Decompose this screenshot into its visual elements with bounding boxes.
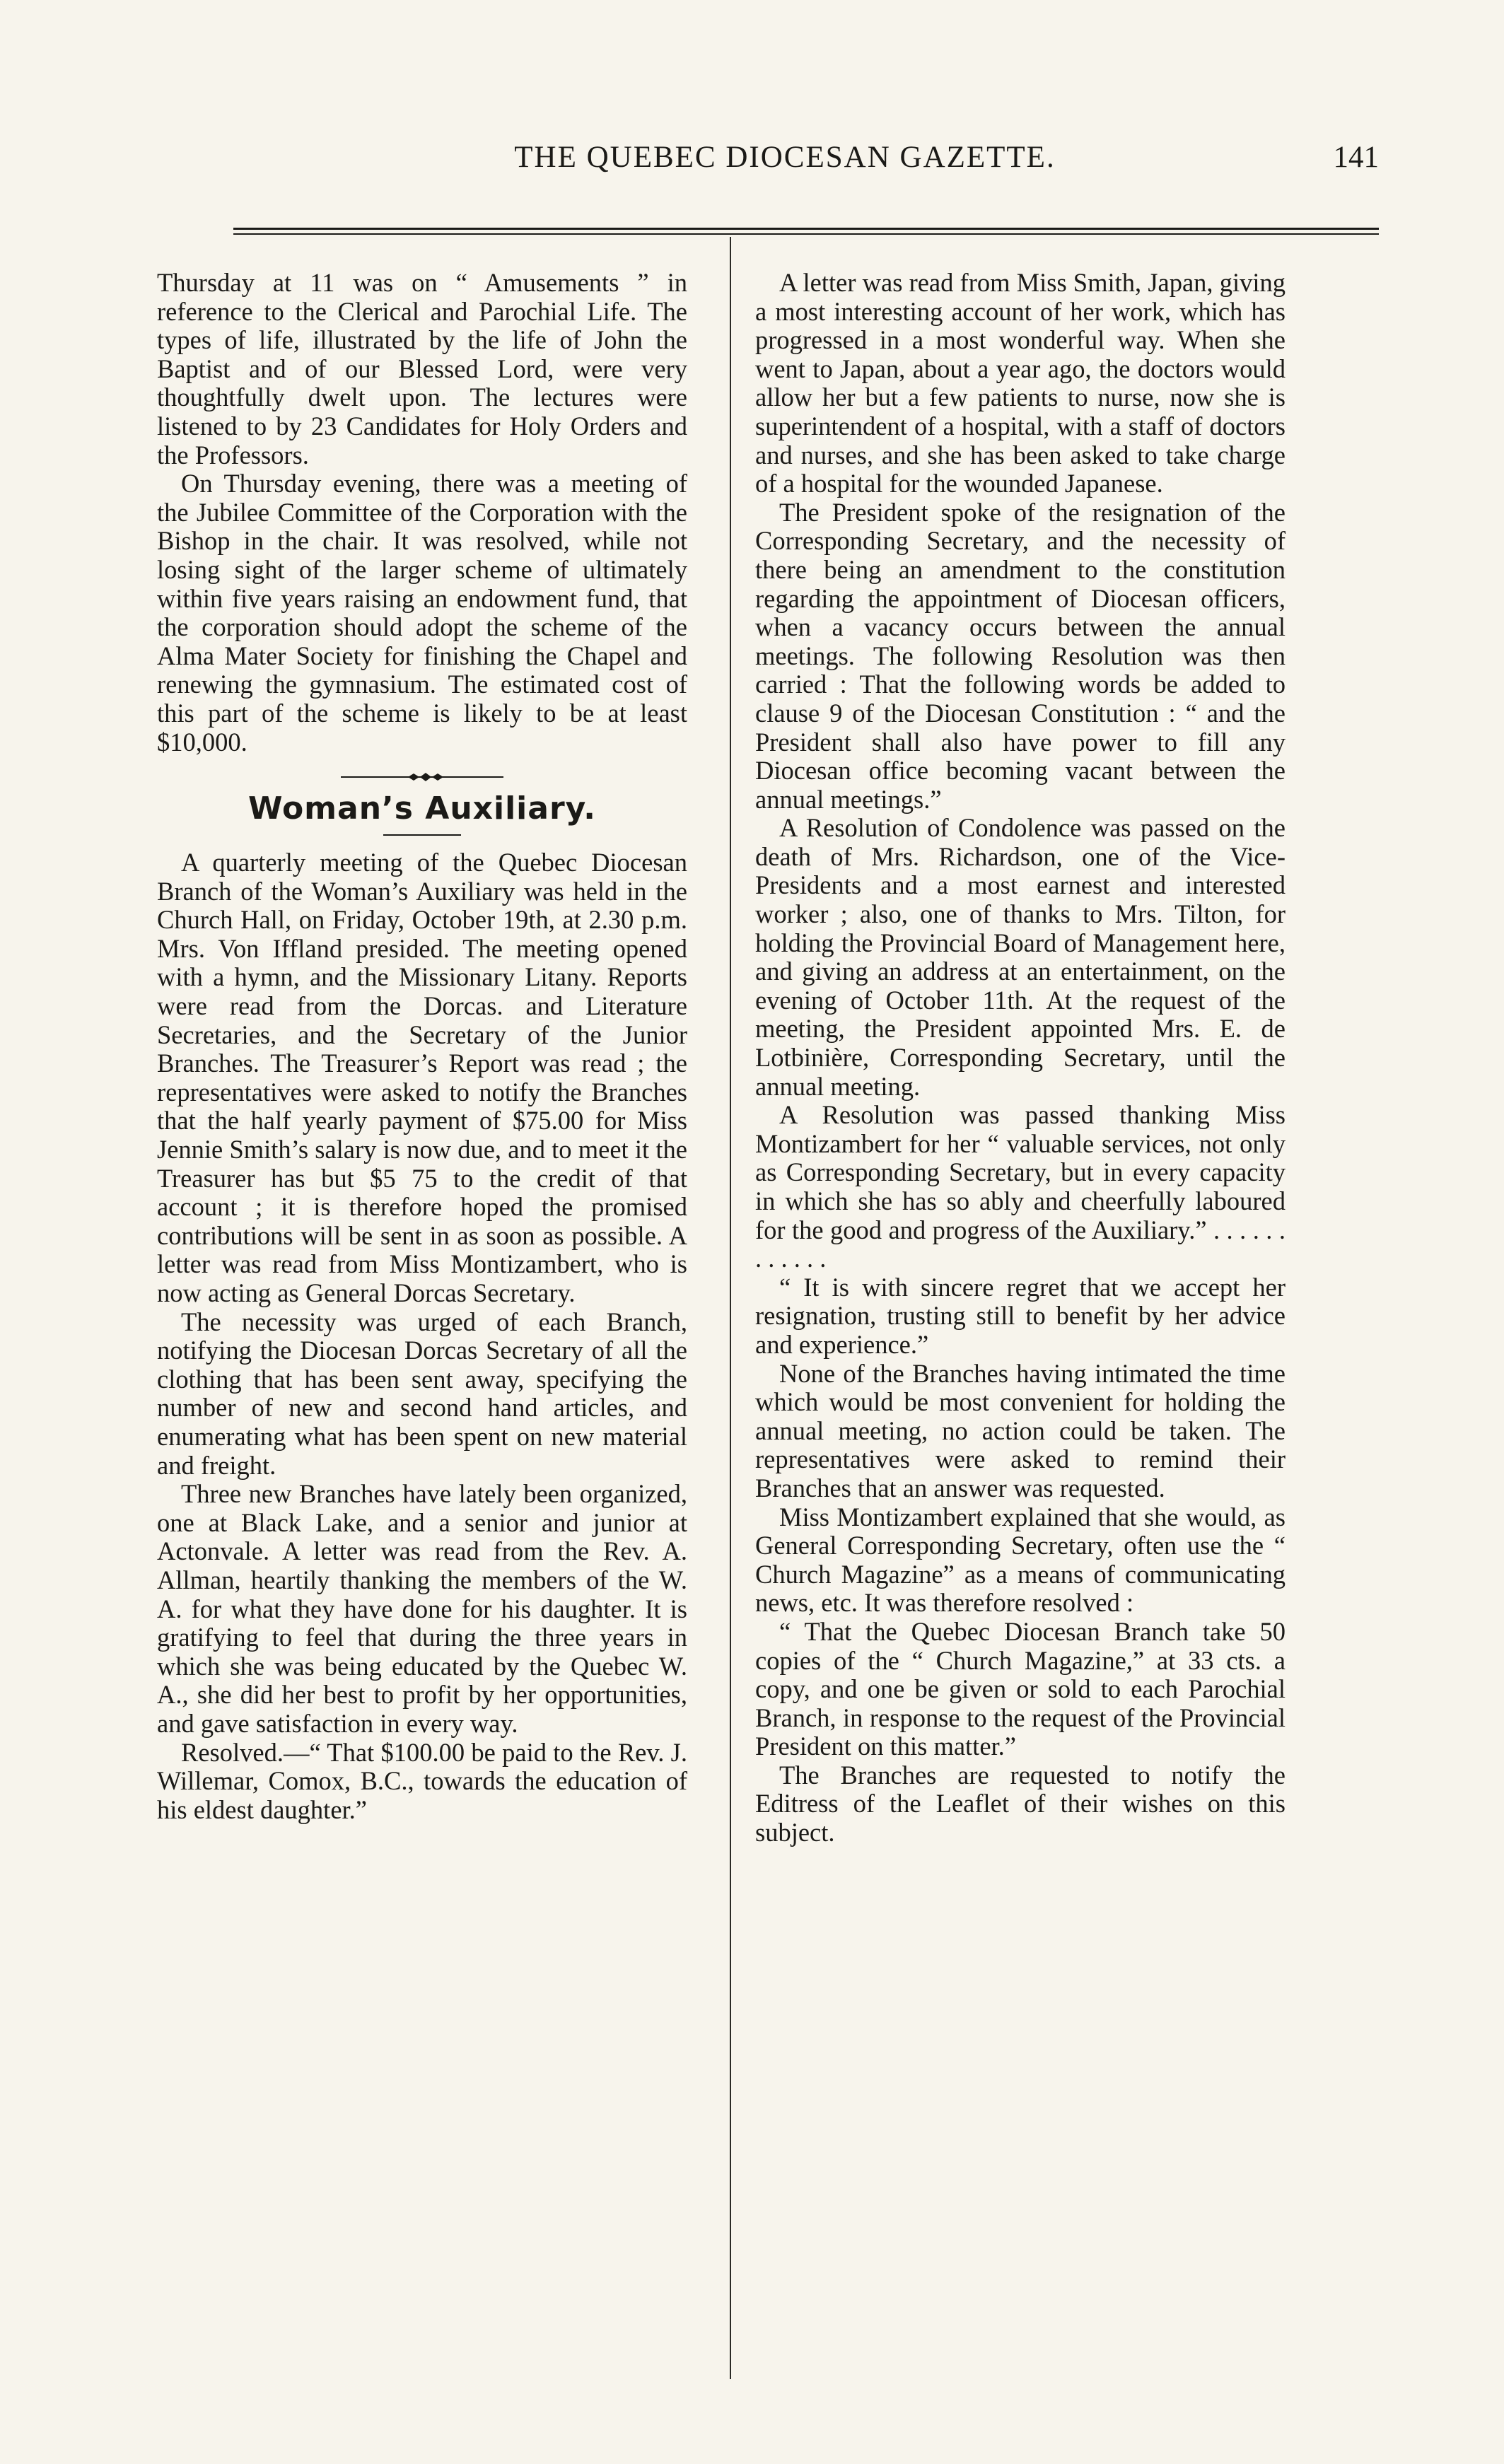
- section-heading: Woman’s Auxiliary.: [247, 790, 597, 827]
- paragraph: A Resolution of Condolence was passed on the death of Mrs. Richardson, one of the Vice-Presidents and a most earnest and interested worker ; also, one of thanks to Mrs. Tilton, for holding the Provincial Board of Management here, and giving an address at an entertainment, on the evening of October 11th. At the request of the meeting, the President appointed Mrs. E. de Lotbinière, Corresponding Secretary, until the annual meeting.: [755, 813, 1286, 1101]
- column-divider: [730, 237, 731, 2379]
- paragraph: A letter was read from Miss Smith, Japan, giving a most interesting account of her work, which has progressed in a most wonderful way. When she went to Japan, about a year ago, the doctors would allow her but a few patients to nurse, now she is superintendent of a hospital, with a staff of doctors and nurses, and she has been asked to take charge of a hospital for the wounded Japanese.: [755, 268, 1286, 498]
- heading-underline-rule: [383, 834, 461, 836]
- header-double-rule: [233, 228, 1379, 235]
- right-column: [755, 269, 1286, 1847]
- paragraph: Three new Branches have lately been organized, one at Black Lake, and a senior and junior at Actonvale. A letter was read from the Rev. A. Allman, heartily thanking the members of the W. A. for what they have done for his daughter. It is gratifying to feel that during the three years in which she was being educated by the Quebec W. A., she did her best to profit by her opportunities, and gave satisfaction in every way.: [157, 1479, 687, 1738]
- page-number: 141: [1333, 141, 1379, 174]
- paragraph: The necessity was urged of each Branch, notifying the Diocesan Dorcas Secretary of all the clothing that has been sent away, specifying the number of new and second hand articles, and enumerating what has been spent on new material and freight.: [157, 1307, 687, 1480]
- paragraph: None of the Branches having intimated the time which would be most convenient for holding the annual meeting, no action could be taken. The representatives were asked to remind their Branches that an answer was requested.: [755, 1358, 1286, 1502]
- paragraph: “ It is with sincere regret that we accept her resignation, trusting still to benefit by her advice and experience.”: [755, 1272, 1286, 1359]
- publication-title: THE QUEBEC DIOCESAN GAZETTE.: [514, 141, 1056, 174]
- paragraph: On Thursday evening, there was a meeting of the Jubilee Committee of the Corporation with the Bishop in the chair. It was resolved, while not losing sight of the larger scheme of ultimately within five years raising an endowment fund, that the corporation should adopt the scheme of the Alma Mater Society for finishing the Chapel and renewing the gymnasium. The estimated cost of this part of the scheme is likely to be at least $10,000.: [157, 469, 687, 757]
- paragraph: Miss Montizambert explained that she would, as General Corresponding Secretary, often use the “ Church Magazine” as a means of communicating news, etc. It was therefore resolved :: [755, 1502, 1286, 1618]
- paragraph: Resolved.—“ That $100.00 be paid to the Rev. J. Willemar, Comox, B.C., towards the education of his eldest daughter.”: [157, 1737, 687, 1824]
- paragraph: Thursday at 11 was on “ Amusements ” in reference to the Clerical and Parochial Life. The types of life, illustrated by the life of John the Baptist and of our Blessed Lord, were very thoughtfully dwelt upon. The lectures were listened to by 23 Candidates for Holy Orders and the Professors.: [157, 268, 687, 469]
- running-header: [233, 140, 1379, 189]
- paragraph: “ That the Quebec Diocesan Branch take 50 copies of the “ Church Magazine,” at 33 cts. a copy, and one be given or sold to each Parochial Branch, in response to the request of the Provincial President on this matter.”: [755, 1616, 1286, 1761]
- paragraph: The President spoke of the resignation of the Corresponding Secretary, and the necessity of there being an amendment to the constitution regarding the appointment of Diocesan officers, when a vacancy occurs between the annual meetings. The following Resolution was then carried : That the following words be added to clause 9 of the Diocesan Constitution : “ and the President shall also have power to fill any Diocesan office becoming vacant between the annual meetings.”: [755, 497, 1286, 814]
- paragraph: A Resolution was passed thanking Miss Montizambert for her “ valuable services, not only as Corresponding Secretary, but in every capacity in which she has so ably and cheerfully laboured for the good and progress of the Auxiliary.” . . . . . . . . . . . .: [755, 1100, 1286, 1273]
- section-ornament-icon: [341, 772, 503, 782]
- paragraph: A quarterly meeting of the Quebec Diocesan Branch of the Woman’s Auxiliary was held in the Church Hall, on Friday, October 19th, at 2.30 p.m. Mrs. Von Iffland presided. The meeting opened with a hymn, and the Missionary Litany. Reports were read from the Dorcas. and Literature Secretaries, and the Secretary of the Junior Branches. The Treasurer’s Report was read ; the representatives were asked to notify the Branches that the half yearly payment of $75.00 for Miss Jennie Smith’s salary is now due, and to meet it the Treasurer has but $5 75 to the credit of that account ; it is therefore hoped the promised contributions will be sent in as soon as possible. A letter was read from Miss Montizambert, who is now acting as General Dorcas Secretary.: [157, 848, 687, 1307]
- paragraph: The Branches are requested to notify the Editress of the Leaflet of their wishes on this subject.: [755, 1760, 1286, 1847]
- left-column: [157, 269, 687, 1824]
